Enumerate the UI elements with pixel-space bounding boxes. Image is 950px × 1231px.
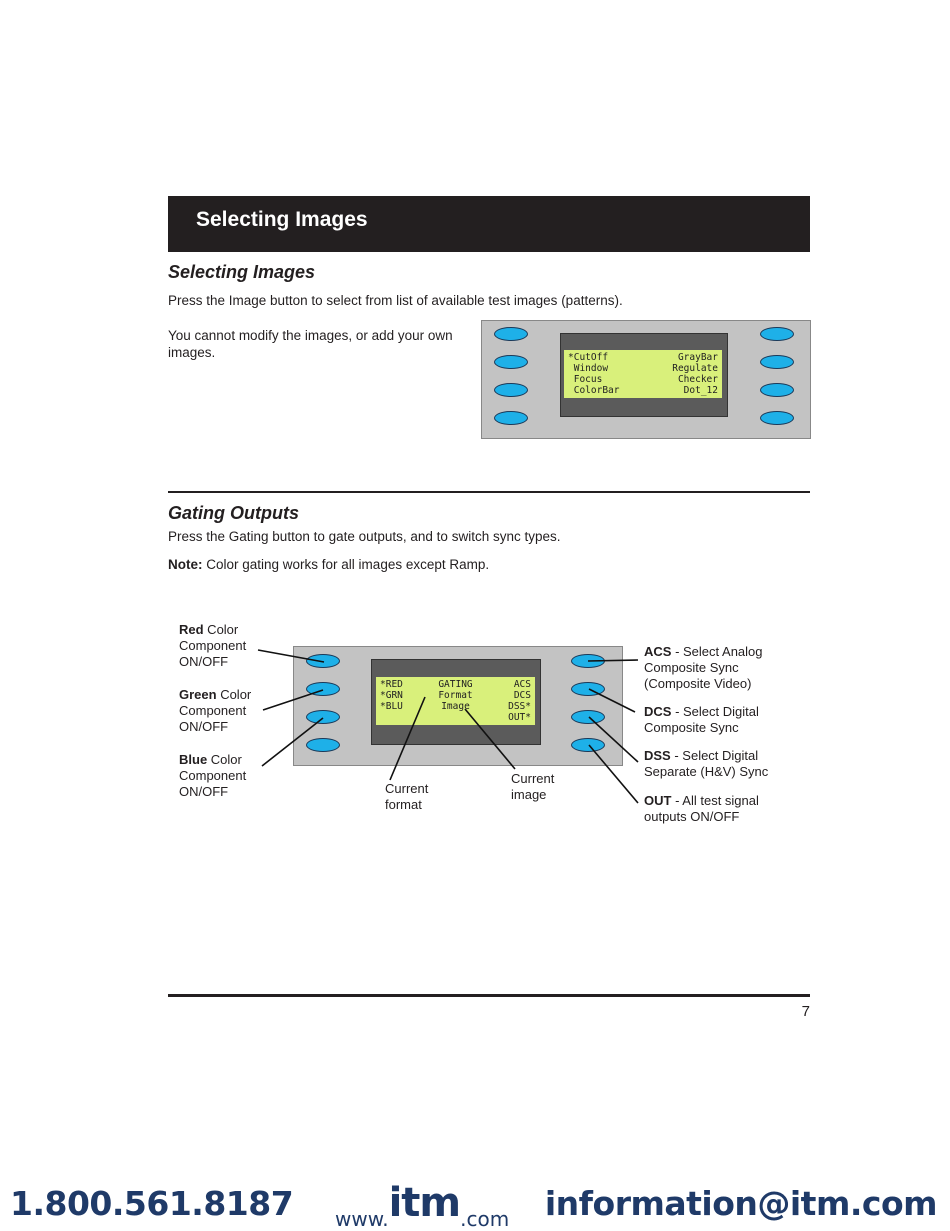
leader-out	[589, 745, 638, 803]
acs-label: ACS - Select Analog Composite Sync (Composite Video)	[644, 644, 763, 691]
lcd-row: Focus Checker	[568, 374, 718, 385]
current-format-label: Current format	[385, 781, 429, 812]
out-label: OUT - All test signal outputs ON/OFF	[644, 793, 759, 824]
section2-intro: Press the Gating button to gate outputs, and to switch sync types.	[168, 529, 561, 544]
footer-phone: 1.800.561.8187	[10, 1184, 294, 1223]
green-label: Green Color Component ON/OFF	[179, 687, 252, 734]
lcd-row: *CutOff GrayBar	[568, 352, 718, 363]
leader-current-image	[465, 709, 515, 769]
red-label: Red Color Component ON/OFF	[179, 622, 247, 669]
website-suffix: .com	[460, 1207, 510, 1231]
lcd-row: *GRN Format DCS	[380, 690, 531, 701]
itm-logo: itm	[388, 1180, 461, 1226]
section1-note: You cannot modify the images, or add your own images.	[168, 328, 453, 360]
footer-website	[335, 1180, 510, 1231]
current-image-label: Current image	[511, 771, 555, 802]
lcd-row: OUT*	[508, 712, 531, 723]
website-prefix: www.	[335, 1207, 389, 1231]
dcs-label: DCS - Select Digital Composite Sync	[644, 704, 759, 735]
leader-blue	[262, 718, 323, 766]
section2-heading: Gating Outputs	[168, 503, 299, 523]
lcd-row: ColorBar Dot_12	[568, 385, 718, 396]
dss-label: DSS - Select Digital Separate (H&V) Sync	[644, 748, 769, 779]
banner-title: Selecting Images	[196, 208, 368, 231]
leader-red	[258, 650, 324, 662]
note-text: Color gating works for all images except Ramp.	[202, 557, 490, 572]
leader-green	[263, 690, 323, 710]
note-label: Note:	[168, 557, 203, 572]
section1-heading: Selecting Images	[168, 262, 316, 282]
leader-dss	[589, 717, 638, 762]
page-footer-rule	[168, 994, 810, 997]
section1-intro: Press the Image button to select from list of available test images (patterns).	[168, 293, 623, 308]
leader-dcs	[589, 689, 635, 712]
leader-acs	[588, 660, 638, 661]
lcd-row: *RED GATING ACS	[380, 679, 531, 690]
page-number: 7	[801, 1003, 810, 1020]
blue-label: Blue Color Component ON/OFF	[179, 752, 247, 799]
lcd-row: Window Regulate	[568, 363, 718, 374]
footer-email: information@itm.com	[544, 1184, 937, 1223]
lcd-row: *BLU Image DSS*	[380, 701, 531, 712]
leader-current-format	[390, 697, 425, 780]
